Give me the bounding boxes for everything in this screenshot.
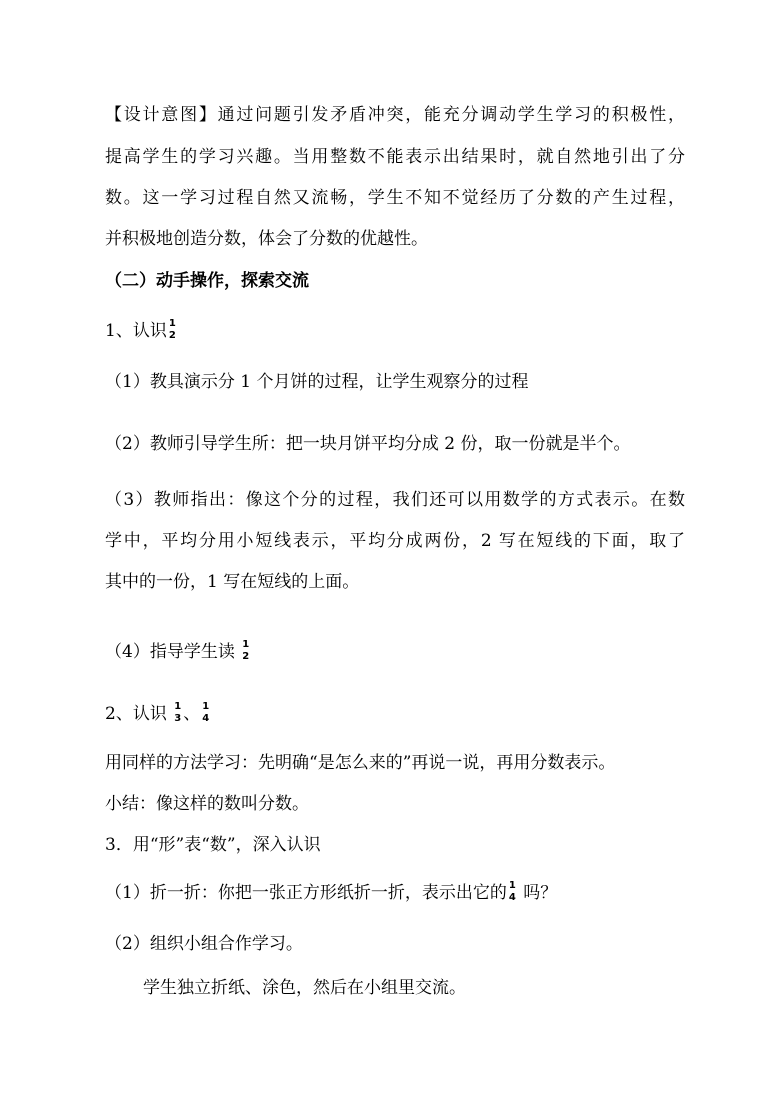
item2-summary: 小结：像这样的数叫分数。 [105, 794, 309, 814]
fraction-numerator: 1 [202, 700, 210, 712]
fraction-one-quarter [509, 881, 516, 903]
fraction-one-half [169, 319, 176, 341]
fraction-one-third [174, 702, 181, 724]
item3-step2: （2）组织小组合作学习。 [105, 934, 303, 954]
fraction-denominator: 4 [202, 712, 210, 724]
fraction-one-half [242, 640, 249, 662]
item3-heading: 3．用“形”表“数”，深入认识 [105, 835, 321, 855]
item3-activity: 学生独立折纸、涂色，然后在小组里交流。 [143, 978, 466, 998]
item1-step4-prefix: （4）指导学生读 [105, 642, 235, 662]
fraction-denominator: 4 [508, 891, 516, 903]
item1-step1: （1）教具演示分 1 个月饼的过程，让学生观察分的过程 [105, 372, 529, 392]
section-heading: （二）动手操作，探索交流 [105, 271, 309, 291]
item3-step1 [105, 879, 685, 905]
item1-step4 [105, 638, 685, 664]
design-intent-line-4: 并积极地创造分数，体会了分数的优越性。 [105, 229, 428, 249]
fraction-denominator: 3 [174, 712, 182, 724]
item2-method: 用同样的方法学习：先明确“是怎么来的”再说一说，再用分数表示。 [105, 753, 616, 773]
item1-step3-line-3: 其中的一份，1 写在短线的上面。 [105, 572, 360, 592]
item1-heading [105, 317, 685, 343]
design-intent-line-1: 【设计意图】通过问题引发矛盾冲突，能充分调动学生学习的积极性， [105, 105, 685, 125]
fraction-numerator: 1 [174, 700, 182, 712]
design-intent-line-2: 提高学生的学习兴趣。当用整数不能表示出结果时，就自然地引出了分 [105, 147, 685, 167]
fraction-denominator: 2 [168, 329, 176, 341]
fraction-numerator: 1 [508, 879, 516, 891]
item1-step3-line-1: （3）教师指出：像这个分的过程，我们还可以用数学的方式表示。在数 [105, 490, 685, 510]
design-intent-line-3: 数。这一学习过程自然又流畅，学生不知不觉经历了分数的产生过程， [105, 188, 685, 208]
fraction-one-quarter [202, 702, 209, 724]
fraction-numerator: 1 [168, 317, 176, 329]
item1-prefix: 1、认识 [105, 321, 167, 341]
item1-step3-line-2: 学中，平均分用小短线表示，平均分成两份，2 写在短线的下面，取了 [105, 531, 685, 551]
fraction-numerator: 1 [242, 638, 250, 650]
item2-prefix: 2、认识 [105, 704, 167, 724]
item2-separator: 、 [183, 704, 201, 724]
item3-step1-prefix: （1）折一折：你把一张正方形纸折一折，表示出它的 [105, 883, 507, 903]
item3-step1-suffix: 吗？ [517, 883, 558, 903]
fraction-denominator: 2 [242, 650, 250, 662]
item2-heading [105, 700, 685, 726]
item1-step2: （2）教师引导学生所：把一块月饼平均分成 2 份，取一份就是半个。 [105, 434, 631, 454]
